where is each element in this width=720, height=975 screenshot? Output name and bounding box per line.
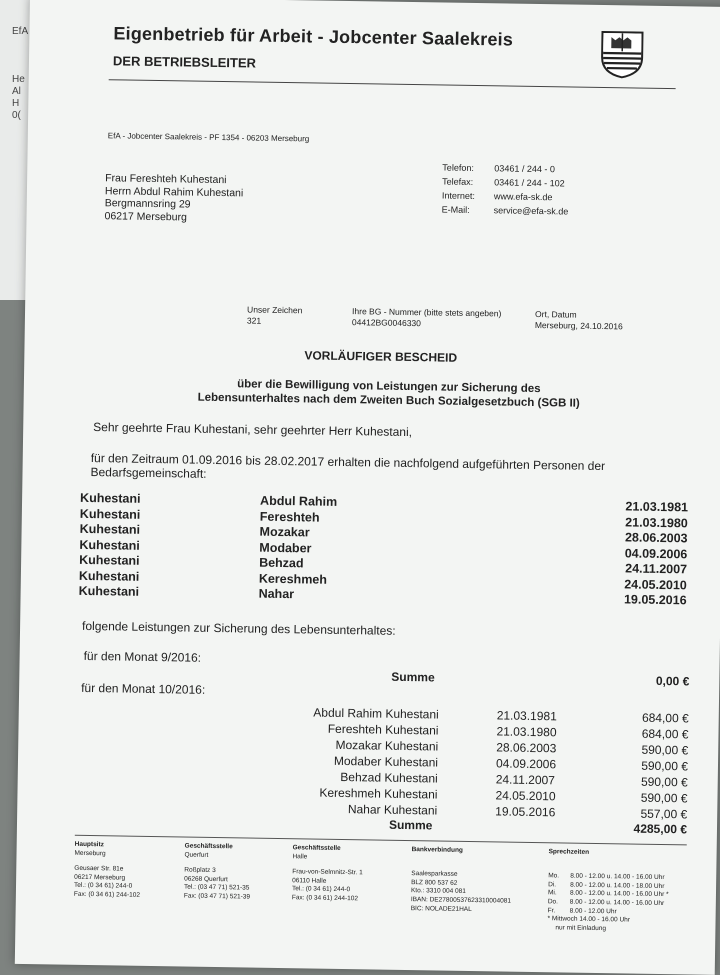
footer-divider [75, 835, 687, 846]
header-divider [109, 79, 676, 89]
household-members-list [79, 491, 689, 609]
footer-halle: Geschäftsstelle Halle Frau-von-Selmnitz-Str. 1 06110 Halle Tel.: (0 34 61) 244-0 Fax: (0 34 61) 244-102 [292, 844, 363, 904]
background-text: 0( [12, 110, 21, 121]
document-subject: über die Bewilligung von Leistungen zur Sicherung des Lebensunterhaltes nach dem Zweiten Buch Sozialgesetzbuch (SGB II) [164, 376, 614, 411]
list-item: Kuhestani Mozakar 28.06.2003 [80, 522, 688, 547]
recipient-address [104, 172, 243, 224]
table-row: Abdul Rahim Kuhestani 21.03.1981 684,00 € [239, 704, 689, 727]
benefits-table [237, 704, 689, 823]
department-name: DER BETRIEBSLEITER [113, 53, 256, 70]
table-row: Fereshteh Kuhestani 21.03.1980 684,00 € [238, 720, 688, 743]
table-row: Nahar Kuhestani 19.05.2016 557,00 € [237, 800, 687, 823]
table-row: Mozakar Kuhestani 28.06.2003 590,00 € [238, 736, 688, 759]
contact-phone: Telefon: 03461 / 244 - 0 [442, 160, 569, 176]
background-text: Al [12, 86, 21, 97]
footer-querfurt: Geschäftsstelle Querfurt Roßplatz 3 06268 Querfurt Tel.: (03 47 71) 521-35 Fax: (03 47 71) 521-39 [184, 843, 251, 903]
background-text: He [12, 74, 25, 85]
letter-page [15, 0, 720, 975]
list-item: Kuhestani Fereshteh 21.03.1980 [80, 506, 688, 531]
table-row: Behzad Kuhestani 24.11.2007 590,00 € [238, 768, 688, 791]
month-9-sum-label: Summe [391, 670, 435, 685]
table-row: Kereshmeh Kuhestani 24.05.2010 590,00 € [237, 784, 687, 807]
month-9-sum-value: 0,00 € [639, 674, 689, 689]
reference-bg-number: Ihre BG - Nummer (bitte stets angeben) 04412BG0046330 [352, 306, 502, 330]
footer-office-hours: Sprechzeiten Mo. 8.00 - 12.00 u. 14.00 - 16.00 Uhr Di. 8.00 - 12.00 u. 14.00 - 18.00 Uhr Mi. 8.00 - 12.00 u. 14.00 - 16.00 Uhr * Do. 8.00 - 12.00 u. 14.00 - 16.00 Uhr Fr. 8.00 - 12.00 Uhr * Mittwoch 14.00 - 16.00 Uhr nur mit Einladung [547, 848, 669, 934]
recipient-line-2: Herrn Abdul Rahim Kuhestani [105, 185, 244, 200]
list-item: Kuhestani Kereshmeh 24.05.2010 [79, 568, 687, 593]
recipient-city: 06217 Merseburg [104, 210, 243, 225]
document-title: VORLÄUFIGER BESCHEID [304, 348, 457, 364]
recipient-street: Bergmannsring 29 [105, 197, 244, 212]
recipient-line-1: Frau Fereshteh Kuhestani [105, 172, 244, 187]
list-item: Kuhestani Abdul Rahim 21.03.1981 [80, 491, 688, 516]
footer-bank: Bankverbindung Saalesparkasse BLZ 800 537 62 Kto.: 3310 004 081 IBAN: DE27800537623310004081 BIC: NOLADE21HAL [411, 846, 512, 915]
month-10-sum-value: 4285,00 € [607, 821, 687, 836]
footer-hauptsitz: Hauptsitz Merseburg Geusaer Str. 81e 06217 Merseburg Tel.: (0 34 61) 244-0 Fax: (0 34 61) 244-102 [74, 841, 141, 901]
background-text: EfA [12, 26, 28, 37]
contact-block [442, 160, 570, 218]
list-item: Kuhestani Nahar 19.05.2016 [79, 584, 687, 609]
coat-of-arms-icon [599, 29, 646, 80]
benefits-lead: folgende Leistungen zur Sicherung des Lebensunterhaltes: [82, 619, 396, 638]
contact-email: E-Mail: service@efa-sk.de [442, 202, 569, 218]
intro-paragraph: für den Zeitraum 01.09.2016 bis 28.02.2017 erhalten die nachfolgend aufgeführten Personen der Bedarfsgemeinschaft: [90, 451, 692, 488]
reference-date: Ort, Datum Merseburg, 24.10.2016 [535, 309, 623, 332]
list-item: Kuhestani Modaber 04.09.2006 [79, 537, 687, 562]
table-row: Modaber Kuhestani 04.09.2006 590,00 € [238, 752, 688, 775]
sender-line: EfA - Jobcenter Saalekreis - PF 1354 - 06203 Merseburg [108, 131, 310, 143]
contact-internet: Internet: www.efa-sk.de [442, 188, 569, 204]
organization-name: Eigenbetrieb für Arbeit - Jobcenter Saalekreis [113, 23, 513, 50]
contact-fax: Telefax: 03461 / 244 - 102 [442, 174, 569, 190]
reference-our-sign: Unser Zeichen 321 [247, 304, 303, 327]
background-text: H [12, 98, 19, 109]
list-item: Kuhestani Behzad 24.11.2007 [79, 553, 687, 578]
salutation: Sehr geehrte Frau Kuhestani, sehr geehrter Herr Kuhestani, [93, 420, 412, 439]
month-9-label: für den Monat 9/2016: [84, 649, 202, 665]
month-10-label: für den Monat 10/2016: [81, 681, 205, 697]
month-10-sum-label: Summe [389, 818, 433, 833]
